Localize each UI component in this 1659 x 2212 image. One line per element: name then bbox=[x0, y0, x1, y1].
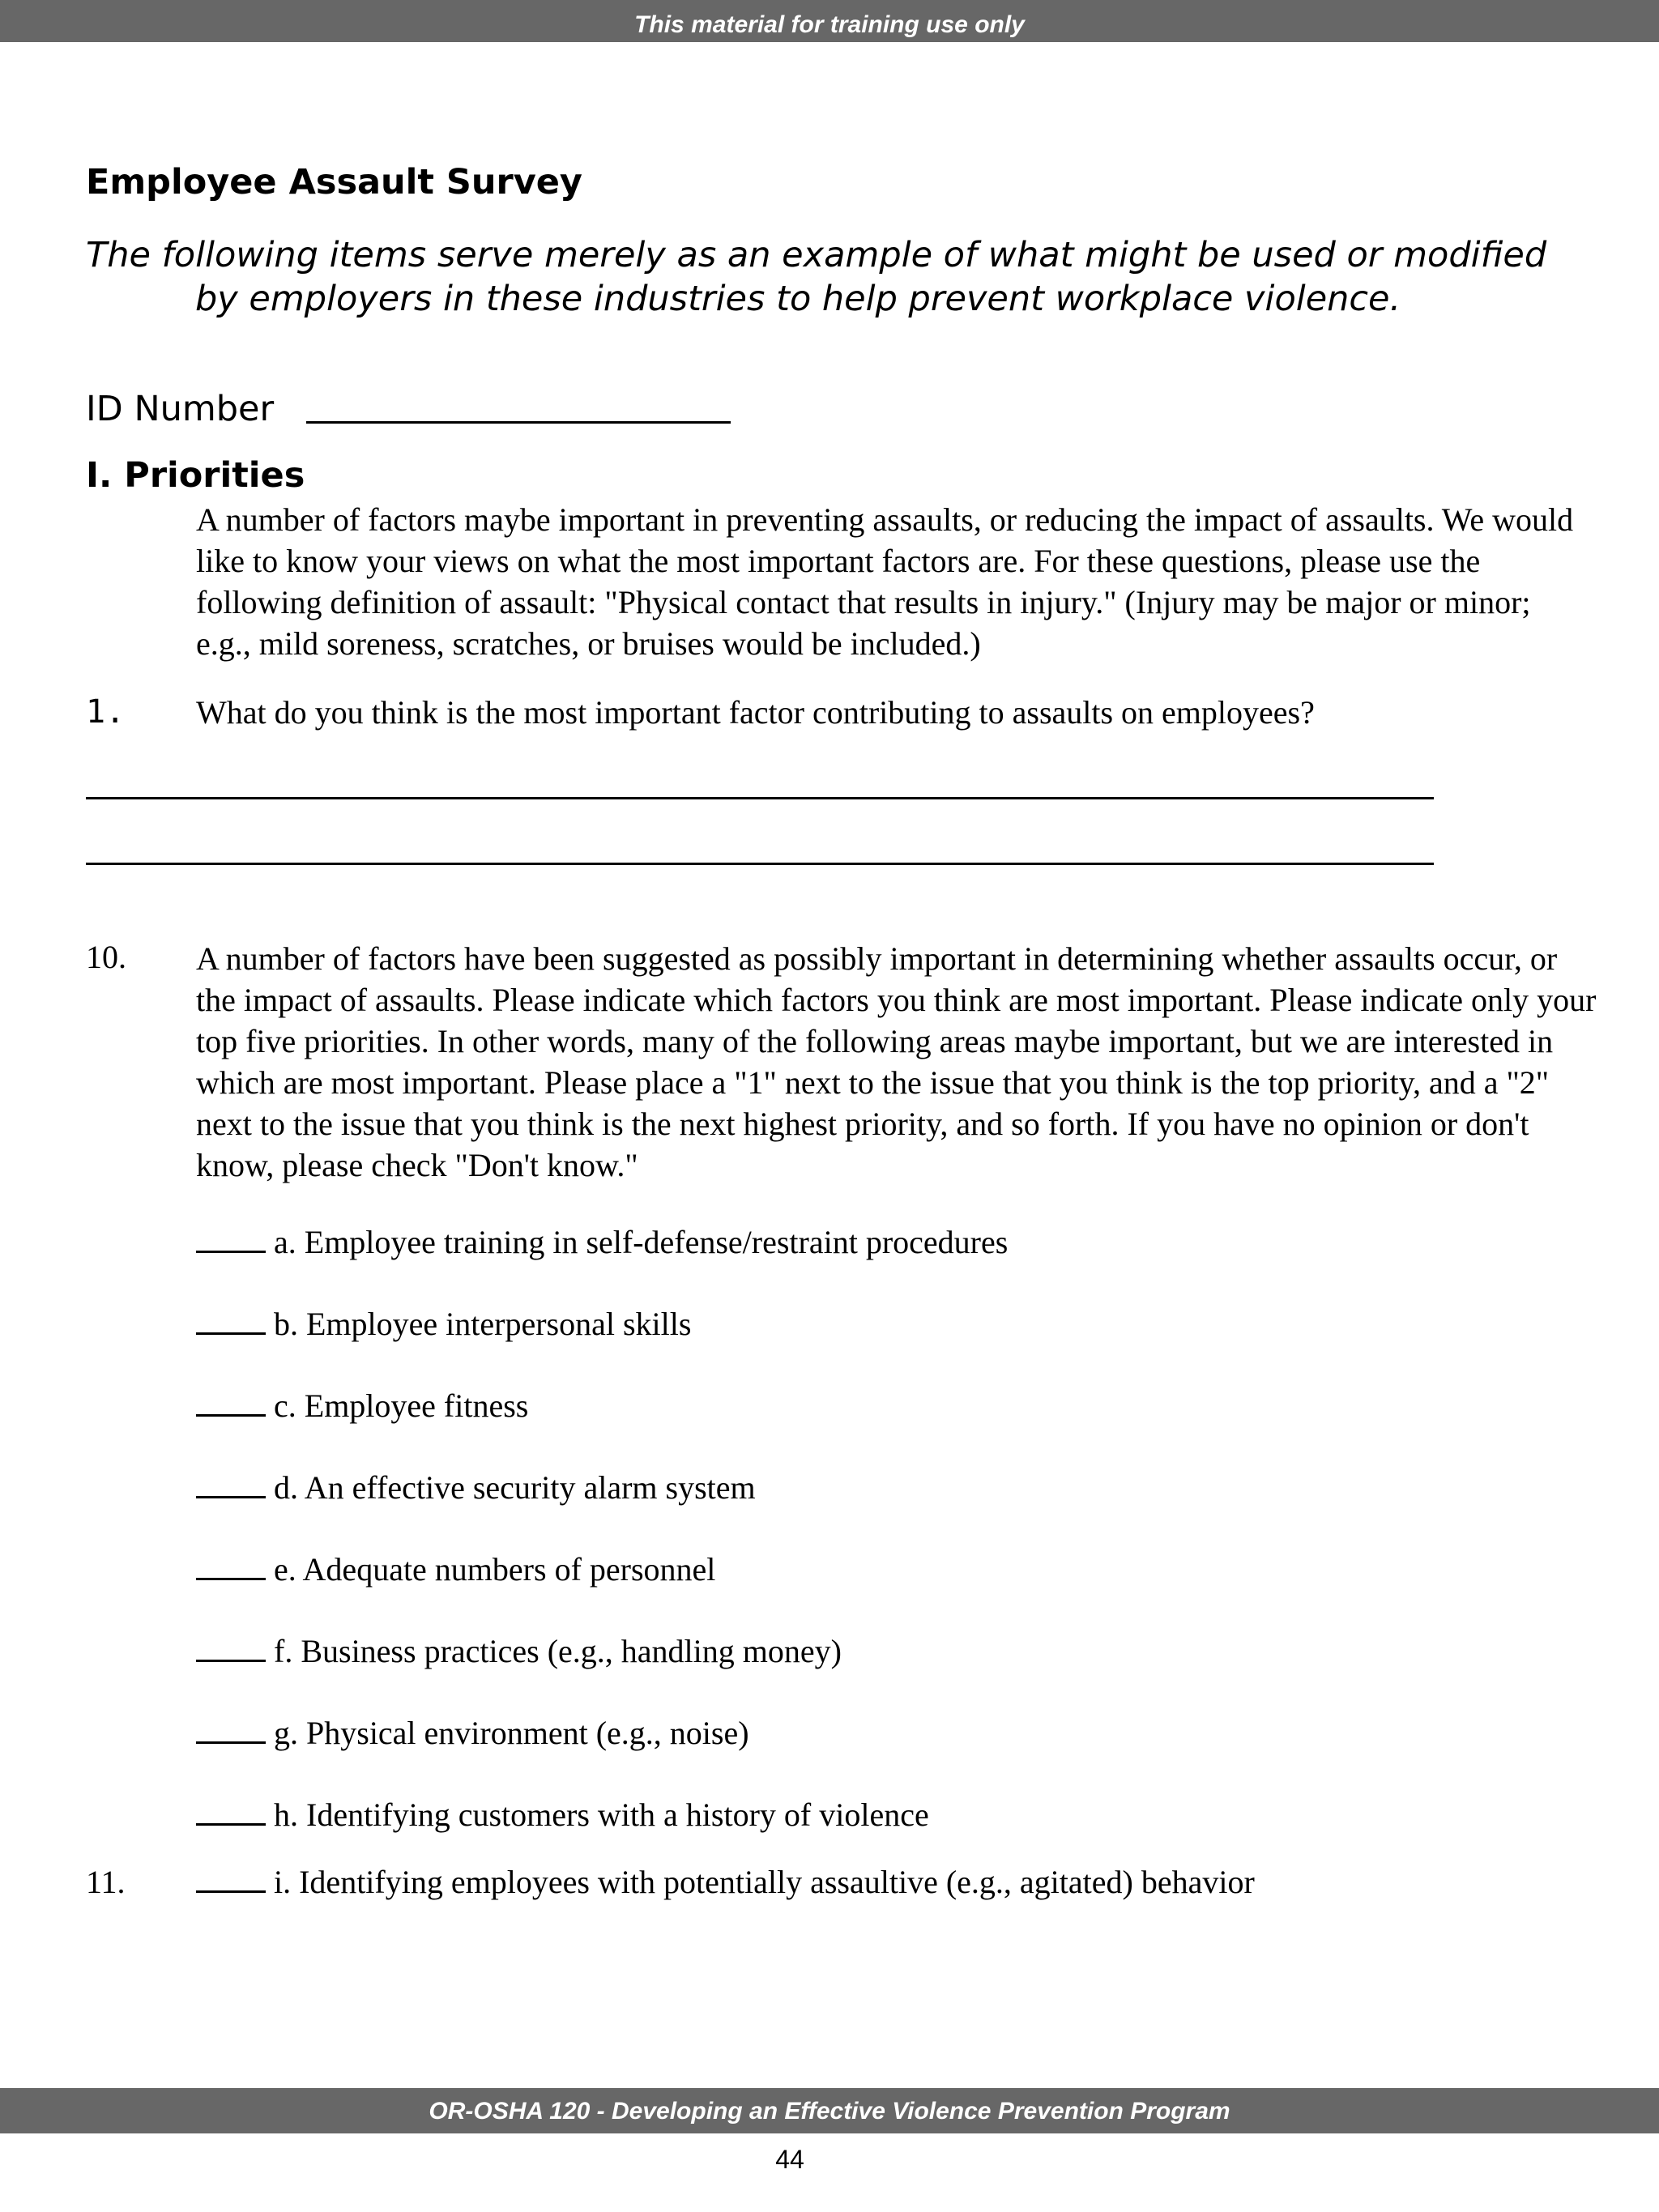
answer-line[interactable] bbox=[86, 863, 1434, 865]
answer-line[interactable] bbox=[86, 797, 1434, 799]
page-number: 44 bbox=[775, 2145, 804, 2174]
priority-option bbox=[196, 1632, 1008, 1714]
rank-blank[interactable] bbox=[196, 1472, 266, 1498]
priority-option bbox=[196, 1223, 1008, 1305]
priority-option bbox=[196, 1863, 1255, 1901]
priority-option bbox=[196, 1387, 1008, 1468]
option-label: c. Employee fitness bbox=[274, 1387, 529, 1424]
rank-blank[interactable] bbox=[196, 1717, 266, 1744]
priority-option bbox=[196, 1714, 1008, 1796]
rank-blank[interactable] bbox=[196, 1554, 266, 1580]
option-label: b. Employee interpersonal skills bbox=[274, 1306, 692, 1342]
rank-blank[interactable] bbox=[196, 1799, 266, 1826]
option-label: f. Business practices (e.g., handling money) bbox=[274, 1633, 842, 1669]
intro-text: The following items serve merely as an example of what might be used or modified by employers in these industries to help prevent workplace violence. bbox=[86, 235, 1547, 319]
id-number-field[interactable] bbox=[306, 421, 731, 424]
priority-option bbox=[196, 1550, 1008, 1632]
priority-options-list bbox=[196, 1223, 1008, 1877]
question-10-text: A number of factors have been suggested as possibly important in determining whether assaults occur, or the impact of assaults. Please indicate which factors you think are most important. Please indicate only your top five priorities. In other words, many of the following areas maybe important, but we are interested in which are most important. Please place a "1" next to the issue that you think is the top priority, and a "2" next to the issue that you think is the next highest priority, and so forth. If you have no opinion or don't know, please check "Don't know." bbox=[196, 940, 1597, 1183]
rank-blank[interactable] bbox=[196, 1226, 266, 1253]
option-label: g. Physical environment (e.g., noise) bbox=[274, 1715, 749, 1751]
option-label: i. Identifying employees with potentially assaultive (e.g., agitated) behavior bbox=[274, 1864, 1255, 1900]
question-1-number: 1. bbox=[86, 693, 126, 731]
training-banner: This material for training use only bbox=[0, 0, 1659, 42]
rank-blank[interactable] bbox=[196, 1866, 266, 1893]
option-label: e. Adequate numbers of personnel bbox=[274, 1551, 716, 1588]
option-label: h. Identifying customers with a history of violence bbox=[274, 1796, 929, 1833]
option-label: d. An effective security alarm system bbox=[274, 1469, 756, 1506]
rank-blank[interactable] bbox=[196, 1390, 266, 1417]
section-paragraph: A number of factors maybe important in preventing assaults, or reducing the impact of assaults. We would like to know your views on what the most important factors are. For these questions, please use the following definition of assault: "Physical contact that results in injury." (Injury may be major or minor; e.g., mild soreness, scratches, or bruises would be included.) bbox=[196, 501, 1574, 662]
footer-banner: OR-OSHA 120 - Developing an Effective Violence Prevention Program bbox=[0, 2088, 1659, 2133]
question-10-number: 10. bbox=[86, 939, 126, 975]
page-title: Employee Assault Survey bbox=[86, 162, 582, 202]
option-label: a. Employee training in self-defense/restraint procedures bbox=[274, 1224, 1009, 1260]
question-11-number: 11. bbox=[86, 1864, 126, 1900]
section-heading: I. Priorities bbox=[86, 455, 305, 496]
rank-blank[interactable] bbox=[196, 1308, 266, 1335]
priority-option bbox=[196, 1468, 1008, 1550]
priority-option bbox=[196, 1305, 1008, 1387]
rank-blank[interactable] bbox=[196, 1635, 266, 1662]
question-1-text: What do you think is the most important factor contributing to assaults on employees? bbox=[196, 694, 1315, 731]
id-number-label: ID Number bbox=[86, 389, 275, 429]
